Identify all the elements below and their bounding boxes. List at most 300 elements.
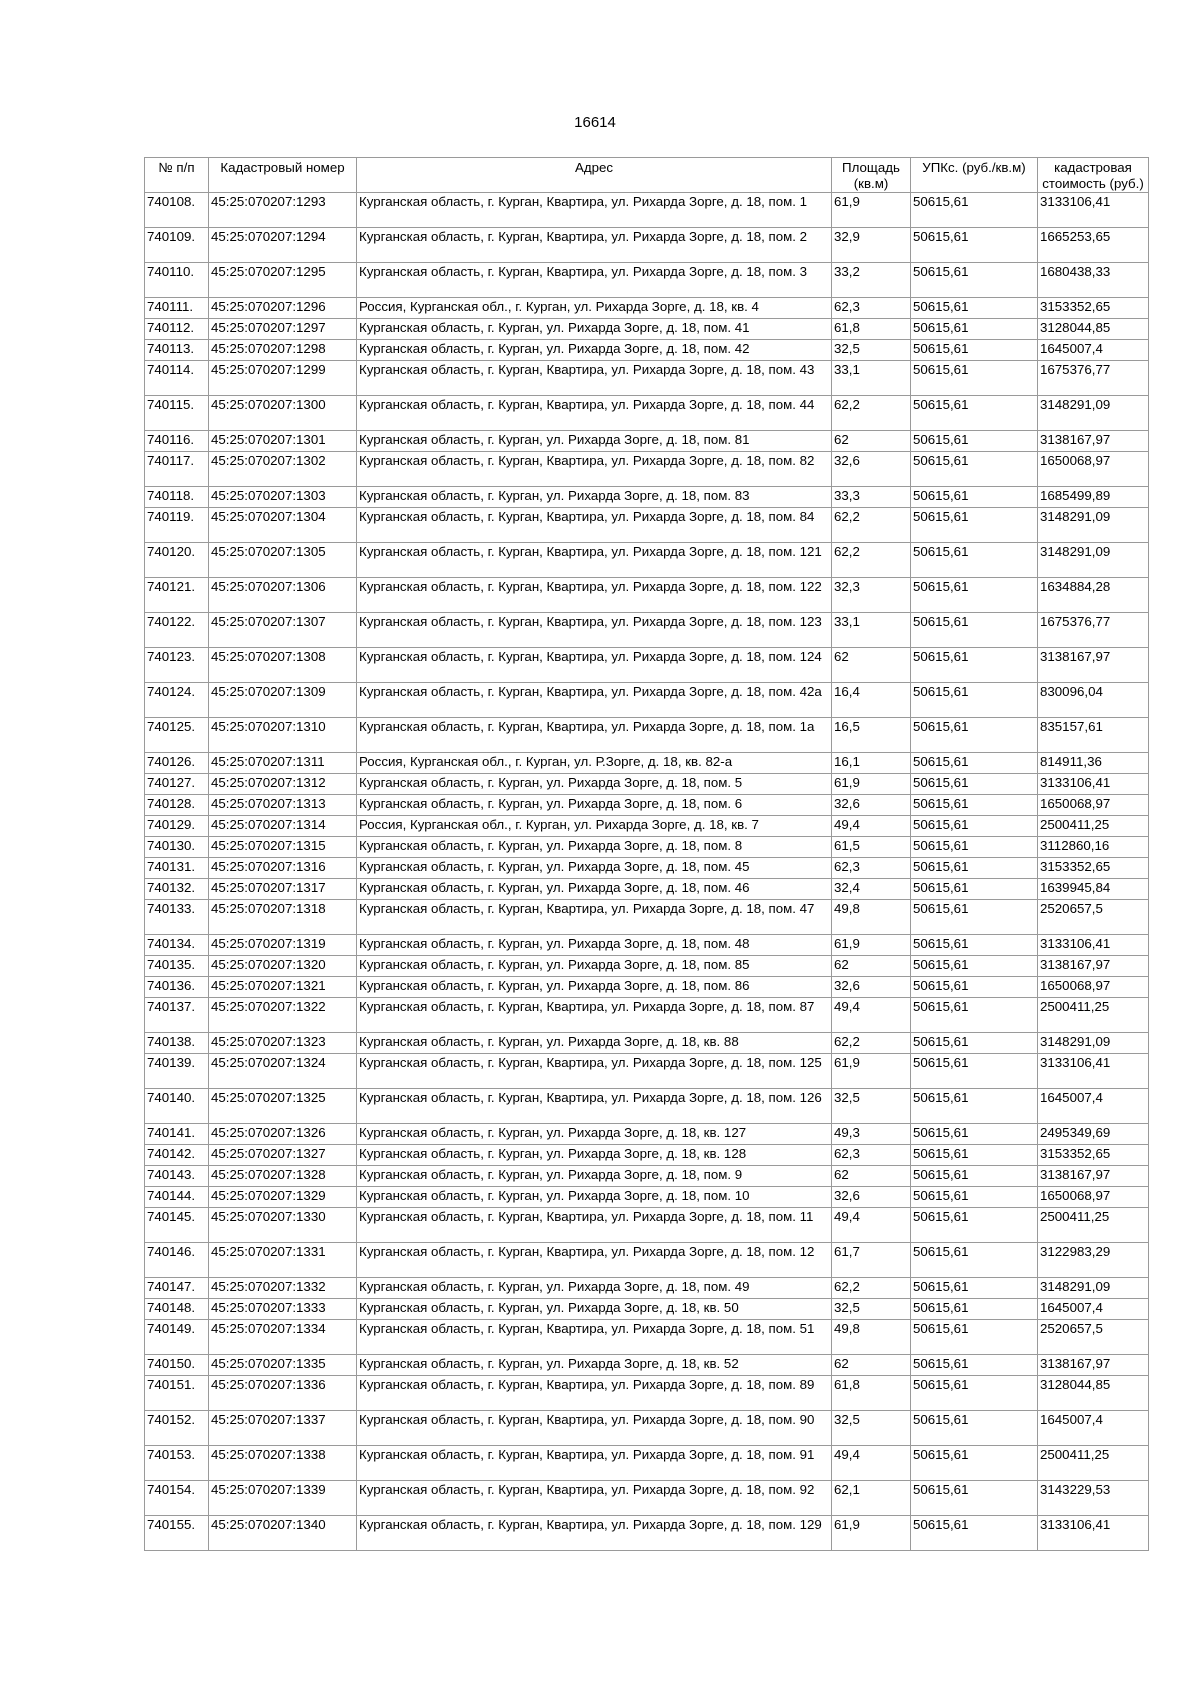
address-cell: Курганская область, г. Курган, ул. Рихарда Зорге, д. 18, пом. 41 — [357, 319, 832, 340]
cadastral-value-cell: 2495349,69 — [1038, 1124, 1149, 1145]
unit-value-cell: 50615,61 — [911, 1446, 1038, 1481]
cadastral-value-cell: 2500411,25 — [1038, 998, 1149, 1033]
column-header-area: Площадь (кв.м) — [832, 158, 911, 193]
area-cell: 49,4 — [832, 816, 911, 837]
unit-value-cell: 50615,61 — [911, 1243, 1038, 1278]
table-row — [145, 683, 1149, 718]
column-header-cadastral-number: Кадастровый номер — [209, 158, 357, 193]
unit-value-cell: 50615,61 — [911, 683, 1038, 718]
address-cell: Россия, Курганская обл., г. Курган, ул. Рихарда Зорге, д. 18, кв. 7 — [357, 816, 832, 837]
cadastral-value-cell: 1650068,97 — [1038, 1187, 1149, 1208]
address-cell: Курганская область, г. Курган, ул. Рихарда Зорге, д. 18, пом. 10 — [357, 1187, 832, 1208]
cadastral-value-cell: 814911,36 — [1038, 753, 1149, 774]
cadastral-number-cell: 45:25:070207:1338 — [209, 1446, 357, 1481]
table-row — [145, 998, 1149, 1033]
unit-value-cell: 50615,61 — [911, 1187, 1038, 1208]
address-cell: Курганская область, г. Курган, ул. Рихарда Зорге, д. 18, пом. 6 — [357, 795, 832, 816]
address-cell: Курганская область, г. Курган, ул. Рихарда Зорге, д. 18, пом. 81 — [357, 431, 832, 452]
table-row — [145, 1481, 1149, 1516]
unit-value-cell: 50615,61 — [911, 263, 1038, 298]
area-cell: 62 — [832, 1166, 911, 1187]
row-index-cell: 740155. — [145, 1516, 209, 1551]
cadastral-number-cell: 45:25:070207:1296 — [209, 298, 357, 319]
cadastral-value-cell: 3153352,65 — [1038, 858, 1149, 879]
address-cell: Курганская область, г. Курган, Квартира, ул. Рихарда Зорге, д. 18, пом. 51 — [357, 1320, 832, 1355]
cadastral-value-cell: 1650068,97 — [1038, 795, 1149, 816]
area-cell: 33,1 — [832, 361, 911, 396]
area-cell: 16,5 — [832, 718, 911, 753]
unit-value-cell: 50615,61 — [911, 340, 1038, 361]
cadastral-value-cell: 3112860,16 — [1038, 837, 1149, 858]
unit-value-cell: 50615,61 — [911, 977, 1038, 998]
address-cell: Курганская область, г. Курган, Квартира, ул. Рихарда Зорге, д. 18, пом. 123 — [357, 613, 832, 648]
table-row — [145, 837, 1149, 858]
area-cell: 62 — [832, 956, 911, 977]
table-row — [145, 1411, 1149, 1446]
cadastral-number-cell: 45:25:070207:1310 — [209, 718, 357, 753]
cadastral-number-cell: 45:25:070207:1311 — [209, 753, 357, 774]
row-index-cell: 740147. — [145, 1278, 209, 1299]
unit-value-cell: 50615,61 — [911, 858, 1038, 879]
unit-value-cell: 50615,61 — [911, 1124, 1038, 1145]
table-row — [145, 452, 1149, 487]
table-row — [145, 956, 1149, 977]
cadastral-value-cell: 835157,61 — [1038, 718, 1149, 753]
row-index-cell: 740122. — [145, 613, 209, 648]
cadastral-number-cell: 45:25:070207:1317 — [209, 879, 357, 900]
table-row — [145, 1355, 1149, 1376]
table-row — [145, 816, 1149, 837]
cadastral-number-cell: 45:25:070207:1326 — [209, 1124, 357, 1145]
unit-value-cell: 50615,61 — [911, 1516, 1038, 1551]
table-row — [145, 879, 1149, 900]
unit-value-cell: 50615,61 — [911, 1166, 1038, 1187]
row-index-cell: 740109. — [145, 228, 209, 263]
row-index-cell: 740129. — [145, 816, 209, 837]
address-cell: Курганская область, г. Курган, Квартира, ул. Рихарда Зорге, д. 18, пом. 121 — [357, 543, 832, 578]
address-cell: Курганская область, г. Курган, Квартира, ул. Рихарда Зорге, д. 18, пом. 122 — [357, 578, 832, 613]
table-row — [145, 543, 1149, 578]
cadastral-value-cell: 2520657,5 — [1038, 900, 1149, 935]
cadastral-number-cell: 45:25:070207:1297 — [209, 319, 357, 340]
cadastral-value-cell: 3133106,41 — [1038, 193, 1149, 228]
unit-value-cell: 50615,61 — [911, 935, 1038, 956]
cadastral-value-cell: 1685499,89 — [1038, 487, 1149, 508]
area-cell: 49,3 — [832, 1124, 911, 1145]
address-cell: Курганская область, г. Курган, Квартира, ул. Рихарда Зорге, д. 18, пом. 90 — [357, 1411, 832, 1446]
address-cell: Курганская область, г. Курган, ул. Рихарда Зорге, д. 18, пом. 45 — [357, 858, 832, 879]
row-index-cell: 740139. — [145, 1054, 209, 1089]
area-cell: 32,5 — [832, 1299, 911, 1320]
row-index-cell: 740132. — [145, 879, 209, 900]
area-cell: 32,6 — [832, 795, 911, 816]
unit-value-cell: 50615,61 — [911, 1411, 1038, 1446]
unit-value-cell: 50615,61 — [911, 718, 1038, 753]
row-index-cell: 740140. — [145, 1089, 209, 1124]
cadastral-number-cell: 45:25:070207:1329 — [209, 1187, 357, 1208]
cadastral-value-cell: 1645007,4 — [1038, 1411, 1149, 1446]
table-row — [145, 1145, 1149, 1166]
row-index-cell: 740117. — [145, 452, 209, 487]
cadastral-value-cell: 3128044,85 — [1038, 1376, 1149, 1411]
table-row — [145, 1376, 1149, 1411]
address-cell: Курганская область, г. Курган, Квартира, ул. Рихарда Зорге, д. 18, пом. 12 — [357, 1243, 832, 1278]
area-cell: 61,5 — [832, 837, 911, 858]
table-row — [145, 487, 1149, 508]
row-index-cell: 740146. — [145, 1243, 209, 1278]
row-index-cell: 740152. — [145, 1411, 209, 1446]
table-row — [145, 900, 1149, 935]
table-row — [145, 508, 1149, 543]
cadastral-value-cell: 3133106,41 — [1038, 1516, 1149, 1551]
cadastral-number-cell: 45:25:070207:1321 — [209, 977, 357, 998]
address-cell: Курганская область, г. Курган, ул. Рихарда Зорге, д. 18, кв. 128 — [357, 1145, 832, 1166]
area-cell: 62,2 — [832, 543, 911, 578]
unit-value-cell: 50615,61 — [911, 774, 1038, 795]
area-cell: 62,2 — [832, 396, 911, 431]
unit-value-cell: 50615,61 — [911, 1376, 1038, 1411]
table-body — [145, 193, 1149, 1551]
row-index-cell: 740150. — [145, 1355, 209, 1376]
area-cell: 16,4 — [832, 683, 911, 718]
area-cell: 61,8 — [832, 319, 911, 340]
unit-value-cell: 50615,61 — [911, 508, 1038, 543]
cadastral-number-cell: 45:25:070207:1319 — [209, 935, 357, 956]
address-cell: Курганская область, г. Курган, Квартира, ул. Рихарда Зорге, д. 18, пом. 125 — [357, 1054, 832, 1089]
row-index-cell: 740130. — [145, 837, 209, 858]
row-index-cell: 740115. — [145, 396, 209, 431]
row-index-cell: 740134. — [145, 935, 209, 956]
table-row — [145, 1166, 1149, 1187]
row-index-cell: 740123. — [145, 648, 209, 683]
cadastral-number-cell: 45:25:070207:1332 — [209, 1278, 357, 1299]
cadastral-value-cell: 2500411,25 — [1038, 1446, 1149, 1481]
area-cell: 61,9 — [832, 1516, 911, 1551]
row-index-cell: 740153. — [145, 1446, 209, 1481]
table-row — [145, 718, 1149, 753]
address-cell: Курганская область, г. Курган, Квартира, ул. Рихарда Зорге, д. 18, пом. 87 — [357, 998, 832, 1033]
cadastral-value-cell: 3153352,65 — [1038, 1145, 1149, 1166]
row-index-cell: 740149. — [145, 1320, 209, 1355]
cadastral-number-cell: 45:25:070207:1294 — [209, 228, 357, 263]
unit-value-cell: 50615,61 — [911, 1278, 1038, 1299]
unit-value-cell: 50615,61 — [911, 900, 1038, 935]
cadastral-number-cell: 45:25:070207:1298 — [209, 340, 357, 361]
area-cell: 62,2 — [832, 1033, 911, 1054]
row-index-cell: 740120. — [145, 543, 209, 578]
row-index-cell: 740118. — [145, 487, 209, 508]
cadastral-value-cell: 3133106,41 — [1038, 774, 1149, 795]
area-cell: 62 — [832, 648, 911, 683]
cadastral-value-cell: 1675376,77 — [1038, 613, 1149, 648]
table-row — [145, 1243, 1149, 1278]
unit-value-cell: 50615,61 — [911, 613, 1038, 648]
unit-value-cell: 50615,61 — [911, 193, 1038, 228]
area-cell: 62,1 — [832, 1481, 911, 1516]
cadastral-number-cell: 45:25:070207:1330 — [209, 1208, 357, 1243]
area-cell: 61,9 — [832, 774, 911, 795]
table-row — [145, 1516, 1149, 1551]
cadastral-value-cell: 1675376,77 — [1038, 361, 1149, 396]
cadastral-value-cell: 3133106,41 — [1038, 1054, 1149, 1089]
table-row — [145, 1208, 1149, 1243]
address-cell: Курганская область, г. Курган, Квартира, ул. Рихарда Зорге, д. 18, пом. 124 — [357, 648, 832, 683]
cadastral-value-cell: 830096,04 — [1038, 683, 1149, 718]
table-row — [145, 648, 1149, 683]
unit-value-cell: 50615,61 — [911, 753, 1038, 774]
area-cell: 62,2 — [832, 1278, 911, 1299]
unit-value-cell: 50615,61 — [911, 396, 1038, 431]
address-cell: Курганская область, г. Курган, ул. Рихарда Зорге, д. 18, пом. 42 — [357, 340, 832, 361]
cadastral-number-cell: 45:25:070207:1295 — [209, 263, 357, 298]
cadastral-number-cell: 45:25:070207:1300 — [209, 396, 357, 431]
area-cell: 62 — [832, 431, 911, 452]
area-cell: 32,4 — [832, 879, 911, 900]
row-index-cell: 740111. — [145, 298, 209, 319]
unit-value-cell: 50615,61 — [911, 487, 1038, 508]
page-number: 16614 — [574, 114, 616, 131]
address-cell: Курганская область, г. Курган, Квартира, ул. Рихарда Зорге, д. 18, пом. 91 — [357, 1446, 832, 1481]
area-cell: 62,3 — [832, 1145, 911, 1166]
unit-value-cell: 50615,61 — [911, 298, 1038, 319]
address-cell: Курганская область, г. Курган, ул. Рихарда Зорге, д. 18, пом. 46 — [357, 879, 832, 900]
table-row — [145, 319, 1149, 340]
unit-value-cell: 50615,61 — [911, 1481, 1038, 1516]
unit-value-cell: 50615,61 — [911, 1145, 1038, 1166]
row-index-cell: 740119. — [145, 508, 209, 543]
address-cell: Курганская область, г. Курган, Квартира, ул. Рихарда Зорге, д. 18, пом. 47 — [357, 900, 832, 935]
area-cell: 32,6 — [832, 977, 911, 998]
address-cell: Курганская область, г. Курган, ул. Рихарда Зорге, д. 18, пом. 5 — [357, 774, 832, 795]
row-index-cell: 740151. — [145, 1376, 209, 1411]
row-index-cell: 740137. — [145, 998, 209, 1033]
unit-value-cell: 50615,61 — [911, 228, 1038, 263]
row-index-cell: 740127. — [145, 774, 209, 795]
row-index-cell: 740125. — [145, 718, 209, 753]
address-cell: Курганская область, г. Курган, ул. Рихарда Зорге, д. 18, пом. 8 — [357, 837, 832, 858]
table-row — [145, 263, 1149, 298]
unit-value-cell: 50615,61 — [911, 543, 1038, 578]
row-index-cell: 740135. — [145, 956, 209, 977]
address-cell: Курганская область, г. Курган, Квартира, ул. Рихарда Зорге, д. 18, пом. 1а — [357, 718, 832, 753]
unit-value-cell: 50615,61 — [911, 361, 1038, 396]
unit-value-cell: 50615,61 — [911, 998, 1038, 1033]
cadastral-number-cell: 45:25:070207:1333 — [209, 1299, 357, 1320]
address-cell: Курганская область, г. Курган, Квартира, ул. Рихарда Зорге, д. 18, пом. 82 — [357, 452, 832, 487]
unit-value-cell: 50615,61 — [911, 1299, 1038, 1320]
unit-value-cell: 50615,61 — [911, 816, 1038, 837]
unit-value-cell: 50615,61 — [911, 1089, 1038, 1124]
cadastral-number-cell: 45:25:070207:1305 — [209, 543, 357, 578]
cadastral-number-cell: 45:25:070207:1306 — [209, 578, 357, 613]
unit-value-cell: 50615,61 — [911, 578, 1038, 613]
column-header-index: № п/п — [145, 158, 209, 193]
cadastral-number-cell: 45:25:070207:1328 — [209, 1166, 357, 1187]
table-row — [145, 977, 1149, 998]
unit-value-cell: 50615,61 — [911, 1033, 1038, 1054]
area-cell: 62,3 — [832, 858, 911, 879]
area-cell: 32,5 — [832, 340, 911, 361]
cadastral-number-cell: 45:25:070207:1325 — [209, 1089, 357, 1124]
table-row — [145, 1089, 1149, 1124]
cadastral-number-cell: 45:25:070207:1340 — [209, 1516, 357, 1551]
cadastral-number-cell: 45:25:070207:1307 — [209, 613, 357, 648]
area-cell: 33,3 — [832, 487, 911, 508]
area-cell: 61,7 — [832, 1243, 911, 1278]
table-row — [145, 1054, 1149, 1089]
area-cell: 16,1 — [832, 753, 911, 774]
cadastral-number-cell: 45:25:070207:1334 — [209, 1320, 357, 1355]
row-index-cell: 740131. — [145, 858, 209, 879]
unit-value-cell: 50615,61 — [911, 1355, 1038, 1376]
area-cell: 32,9 — [832, 228, 911, 263]
table-row — [145, 935, 1149, 956]
table-row — [145, 361, 1149, 396]
row-index-cell: 740113. — [145, 340, 209, 361]
unit-value-cell: 50615,61 — [911, 837, 1038, 858]
address-cell: Курганская область, г. Курган, ул. Рихарда Зорге, д. 18, кв. 88 — [357, 1033, 832, 1054]
unit-value-cell: 50615,61 — [911, 1320, 1038, 1355]
cadastral-number-cell: 45:25:070207:1324 — [209, 1054, 357, 1089]
cadastral-number-cell: 45:25:070207:1312 — [209, 774, 357, 795]
cadastral-number-cell: 45:25:070207:1320 — [209, 956, 357, 977]
address-cell: Россия, Курганская обл., г. Курган, ул. Р.Зорге, д. 18, кв. 82-а — [357, 753, 832, 774]
row-index-cell: 740142. — [145, 1145, 209, 1166]
area-cell: 62 — [832, 1355, 911, 1376]
address-cell: Курганская область, г. Курган, Квартира, ул. Рихарда Зорге, д. 18, пом. 3 — [357, 263, 832, 298]
area-cell: 32,5 — [832, 1089, 911, 1124]
cadastral-number-cell: 45:25:070207:1336 — [209, 1376, 357, 1411]
area-cell: 62,3 — [832, 298, 911, 319]
row-index-cell: 740110. — [145, 263, 209, 298]
cadastral-value-cell: 1650068,97 — [1038, 452, 1149, 487]
cadastral-number-cell: 45:25:070207:1299 — [209, 361, 357, 396]
cadastral-value-cell: 3128044,85 — [1038, 319, 1149, 340]
address-cell: Курганская область, г. Курган, Квартира, ул. Рихарда Зорге, д. 18, пом. 43 — [357, 361, 832, 396]
area-cell: 33,1 — [832, 613, 911, 648]
cadastral-value-cell: 3122983,29 — [1038, 1243, 1149, 1278]
row-index-cell: 740128. — [145, 795, 209, 816]
row-index-cell: 740112. — [145, 319, 209, 340]
table-header-row — [145, 158, 1149, 193]
address-cell: Курганская область, г. Курган, Квартира, ул. Рихарда Зорге, д. 18, пом. 126 — [357, 1089, 832, 1124]
cadastral-number-cell: 45:25:070207:1322 — [209, 998, 357, 1033]
row-index-cell: 740145. — [145, 1208, 209, 1243]
row-index-cell: 740154. — [145, 1481, 209, 1516]
address-cell: Россия, Курганская обл., г. Курган, ул. Рихарда Зорге, д. 18, кв. 4 — [357, 298, 832, 319]
table-row — [145, 1278, 1149, 1299]
cadastral-value-cell: 2500411,25 — [1038, 816, 1149, 837]
table-row — [145, 431, 1149, 452]
address-cell: Курганская область, г. Курган, Квартира, ул. Рихарда Зорге, д. 18, пом. 42а — [357, 683, 832, 718]
cadastral-number-cell: 45:25:070207:1309 — [209, 683, 357, 718]
cadastral-value-cell: 3148291,09 — [1038, 508, 1149, 543]
cadastral-value-table — [144, 157, 1149, 1551]
cadastral-number-cell: 45:25:070207:1313 — [209, 795, 357, 816]
area-cell: 61,9 — [832, 193, 911, 228]
table-row — [145, 613, 1149, 648]
table-row — [145, 1187, 1149, 1208]
cadastral-number-cell: 45:25:070207:1335 — [209, 1355, 357, 1376]
cadastral-number-cell: 45:25:070207:1337 — [209, 1411, 357, 1446]
row-index-cell: 740133. — [145, 900, 209, 935]
row-index-cell: 740138. — [145, 1033, 209, 1054]
cadastral-value-cell: 2520657,5 — [1038, 1320, 1149, 1355]
area-cell: 49,4 — [832, 1208, 911, 1243]
table-row — [145, 753, 1149, 774]
row-index-cell: 740114. — [145, 361, 209, 396]
cadastral-value-cell: 1634884,28 — [1038, 578, 1149, 613]
table-row — [145, 1299, 1149, 1320]
address-cell: Курганская область, г. Курган, ул. Рихарда Зорге, д. 18, кв. 127 — [357, 1124, 832, 1145]
area-cell: 61,9 — [832, 935, 911, 956]
table-row — [145, 1033, 1149, 1054]
cadastral-number-cell: 45:25:070207:1304 — [209, 508, 357, 543]
unit-value-cell: 50615,61 — [911, 431, 1038, 452]
address-cell: Курганская область, г. Курган, ул. Рихарда Зорге, д. 18, пом. 48 — [357, 935, 832, 956]
address-cell: Курганская область, г. Курган, Квартира, ул. Рихарда Зорге, д. 18, пом. 84 — [357, 508, 832, 543]
cadastral-value-cell: 3138167,97 — [1038, 648, 1149, 683]
address-cell: Курганская область, г. Курган, Квартира, ул. Рихарда Зорге, д. 18, пом. 89 — [357, 1376, 832, 1411]
cadastral-value-cell: 1665253,65 — [1038, 228, 1149, 263]
cadastral-number-cell: 45:25:070207:1318 — [209, 900, 357, 935]
area-cell: 32,3 — [832, 578, 911, 613]
table-row — [145, 340, 1149, 361]
address-cell: Курганская область, г. Курган, Квартира, ул. Рихарда Зорге, д. 18, пом. 11 — [357, 1208, 832, 1243]
cadastral-value-cell: 3143229,53 — [1038, 1481, 1149, 1516]
cadastral-number-cell: 45:25:070207:1327 — [209, 1145, 357, 1166]
table-row — [145, 795, 1149, 816]
area-cell: 61,8 — [832, 1376, 911, 1411]
cadastral-value-cell: 3133106,41 — [1038, 935, 1149, 956]
area-cell: 49,8 — [832, 900, 911, 935]
cadastral-value-cell: 3148291,09 — [1038, 1278, 1149, 1299]
cadastral-number-cell: 45:25:070207:1315 — [209, 837, 357, 858]
unit-value-cell: 50615,61 — [911, 319, 1038, 340]
unit-value-cell: 50615,61 — [911, 648, 1038, 683]
cadastral-value-cell: 3148291,09 — [1038, 1033, 1149, 1054]
row-index-cell: 740116. — [145, 431, 209, 452]
column-header-cadastral-value: кадастровая стоимость (руб.) — [1038, 158, 1149, 193]
address-cell: Курганская область, г. Курган, Квартира, ул. Рихарда Зорге, д. 18, пом. 44 — [357, 396, 832, 431]
unit-value-cell: 50615,61 — [911, 795, 1038, 816]
address-cell: Курганская область, г. Курган, ул. Рихарда Зорге, д. 18, пом. 86 — [357, 977, 832, 998]
table-row — [145, 298, 1149, 319]
table-row — [145, 858, 1149, 879]
table-row — [145, 1124, 1149, 1145]
row-index-cell: 740136. — [145, 977, 209, 998]
cadastral-number-cell: 45:25:070207:1339 — [209, 1481, 357, 1516]
cadastral-number-cell: 45:25:070207:1331 — [209, 1243, 357, 1278]
area-cell: 62,2 — [832, 508, 911, 543]
address-cell: Курганская область, г. Курган, ул. Рихарда Зорге, д. 18, пом. 85 — [357, 956, 832, 977]
area-cell: 49,4 — [832, 1446, 911, 1481]
area-cell: 49,8 — [832, 1320, 911, 1355]
table-row — [145, 193, 1149, 228]
cadastral-value-cell: 1645007,4 — [1038, 1299, 1149, 1320]
cadastral-value-cell: 3138167,97 — [1038, 956, 1149, 977]
cadastral-value-cell: 1645007,4 — [1038, 340, 1149, 361]
cadastral-value-cell: 1645007,4 — [1038, 1089, 1149, 1124]
address-cell: Курганская область, г. Курган, Квартира, ул. Рихарда Зорге, д. 18, пом. 1 — [357, 193, 832, 228]
cadastral-value-cell: 3148291,09 — [1038, 396, 1149, 431]
table-row — [145, 228, 1149, 263]
cadastral-number-cell: 45:25:070207:1293 — [209, 193, 357, 228]
cadastral-number-cell: 45:25:070207:1303 — [209, 487, 357, 508]
row-index-cell: 740124. — [145, 683, 209, 718]
area-cell: 32,6 — [832, 452, 911, 487]
cadastral-value-cell: 3148291,09 — [1038, 543, 1149, 578]
